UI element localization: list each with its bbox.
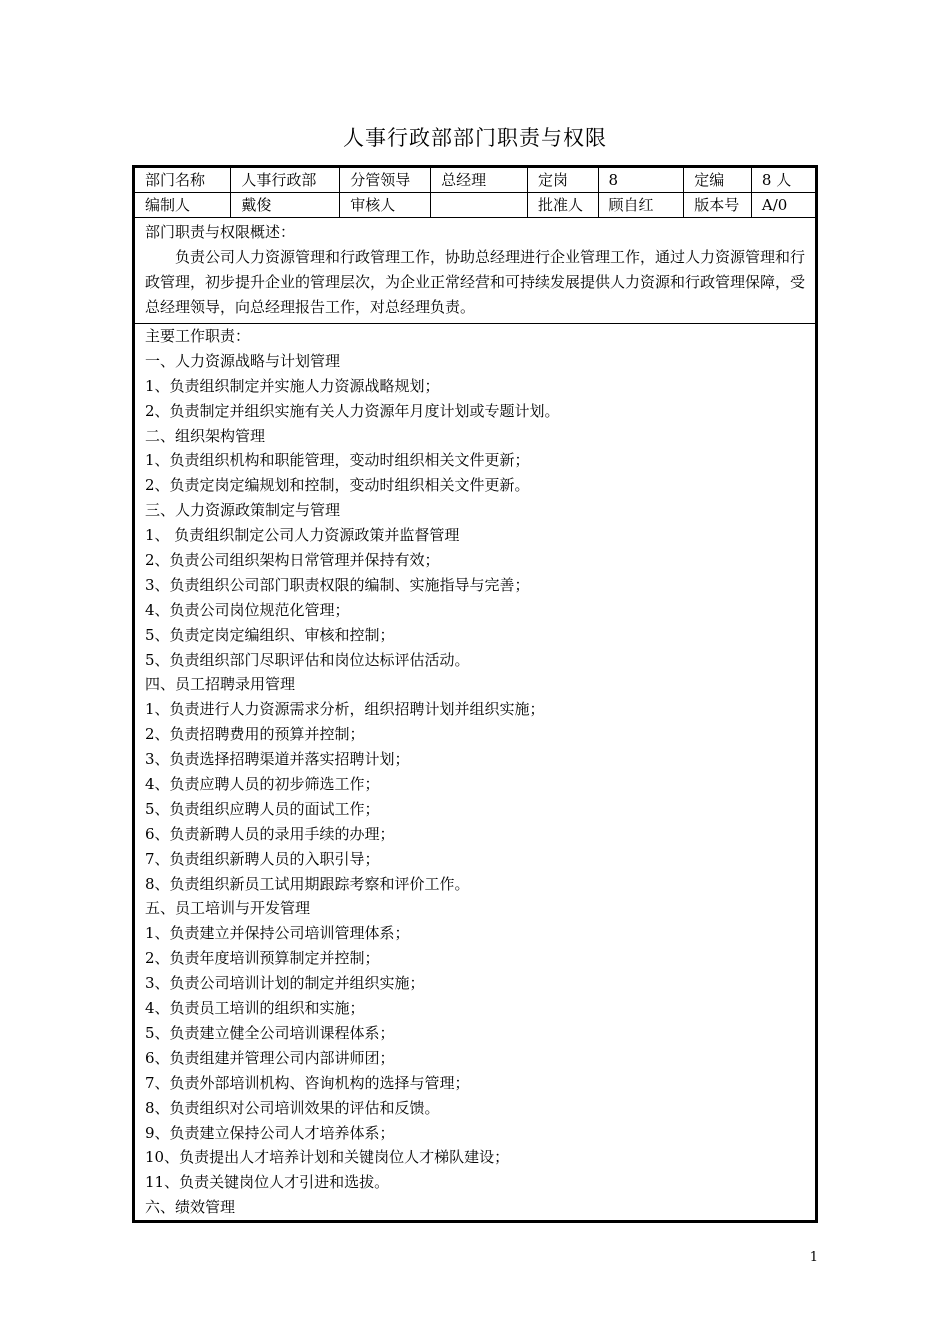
duty-line: 1、负责组织机构和职能管理，变动时组织相关文件更新；	[145, 451, 530, 470]
duty-line: 三、人力资源政策制定与管理	[145, 501, 341, 520]
duty-line: 6、负责新聘人员的录用手续的办理；	[145, 824, 395, 843]
duty-line: 主要工作职责：	[145, 327, 251, 345]
duty-line: 4、负责公司岗位规范化管理；	[145, 600, 350, 619]
duty-line: 4、负责应聘人员的初步筛选工作；	[145, 775, 380, 794]
duty-line: 5、负责组织部门尽职评估和岗位达标评估活动。	[145, 650, 470, 669]
duty-line: 2、负责制定并组织实施有关人力资源年月度计划或专题计划。	[145, 401, 560, 420]
duties-section	[135, 324, 815, 1220]
author-label: 编制人	[135, 193, 231, 218]
fixed-posts-value: 8	[598, 168, 684, 193]
dept-name-label: 部门名称	[135, 168, 231, 193]
duty-line: 8、负责组织对公司培训效果的评估和反馈。	[145, 1098, 440, 1117]
duty-line: 二、组织架构管理	[145, 426, 266, 445]
headcount-label: 定编	[684, 168, 752, 193]
duty-line: 四、员工招聘录用管理	[145, 675, 296, 694]
summary-heading: 部门职责与权限概述：	[145, 223, 296, 241]
duty-line: 1、负责进行人力资源需求分析，组织招聘计划并组织实施；	[145, 700, 545, 719]
duty-line: 8、负责组织新员工试用期跟踪考察和评价工作。	[145, 874, 470, 893]
page-number: 1	[809, 1250, 818, 1265]
duty-line: 一、人力资源战略与计划管理	[145, 351, 341, 370]
duty-line: 五、员工培训与开发管理	[145, 899, 311, 918]
fixed-posts-label: 定岗	[527, 168, 598, 193]
dept-name-value: 人事行政部	[231, 168, 340, 193]
approver-value: 顾自红	[598, 193, 684, 218]
summary-section	[135, 218, 815, 324]
duty-line: 3、负责公司培训计划的制定并组织实施；	[145, 974, 425, 993]
author-value: 戴俊	[231, 193, 340, 218]
duty-line: 2、负责招聘费用的预算并控制；	[145, 725, 365, 744]
summary-text: 负责公司人力资源管理和行政管理工作，协助总经理进行企业管理工作，通过人力资源管理和行政管理，初步提升企业的管理层次，为企业正常经营和可持续发展提供人力资源和行政管理保障，受总经理领导，向总经理报告工作，对总经理负责。	[145, 248, 806, 316]
header-table	[135, 168, 815, 218]
duty-line: 6、负责组建并管理公司内部讲师团；	[145, 1048, 395, 1067]
duty-line: 5、负责定岗定编组织、审核和控制；	[145, 625, 395, 644]
version-label: 版本号	[684, 193, 752, 218]
duty-line: 7、负责组织新聘人员的入职引导；	[145, 849, 380, 868]
duty-line: 5、负责建立健全公司培训课程体系；	[145, 1023, 395, 1042]
duty-line: 2、负责定岗定编规划和控制，变动时组织相关文件更新。	[145, 476, 530, 495]
headcount-value: 8 人	[751, 168, 815, 193]
duty-line: 7、负责外部培训机构、咨询机构的选择与管理；	[145, 1073, 470, 1092]
duty-line: 5、负责组织应聘人员的面试工作；	[145, 799, 380, 818]
responsibility-table	[132, 165, 818, 1223]
approver-label: 批准人	[527, 193, 598, 218]
version-value: A/0	[751, 193, 815, 218]
supervisor-value: 总经理	[431, 168, 528, 193]
reviewer-value	[431, 193, 528, 218]
duty-line: 9、负责建立保持公司人才培养体系；	[145, 1123, 395, 1142]
header-row-2	[135, 193, 815, 218]
header-row-1	[135, 168, 815, 193]
duty-line: 4、负责员工培训的组织和实施；	[145, 999, 365, 1018]
duty-line: 11、负责关键岗位人才引进和选拔。	[145, 1173, 390, 1192]
duty-line: 2、负责公司组织架构日常管理并保持有效；	[145, 551, 440, 570]
duty-line: 1、负责建立并保持公司培训管理体系；	[145, 924, 410, 943]
duty-line: 1、 负责组织制定公司人力资源政策并监督管理	[145, 526, 460, 545]
duty-line: 1、负责组织制定并实施人力资源战略规划；	[145, 376, 440, 395]
duty-line: 3、负责选择招聘渠道并落实招聘计划；	[145, 750, 410, 769]
duty-line: 六、绩效管理	[145, 1198, 236, 1217]
reviewer-label: 审核人	[340, 193, 431, 218]
duty-line: 3、负责组织公司部门职责权限的编制、实施指导与完善；	[145, 575, 530, 594]
supervisor-label: 分管领导	[340, 168, 431, 193]
page-title: 人事行政部部门职责与权限	[343, 126, 607, 150]
duty-line: 2、负责年度培训预算制定并控制；	[145, 949, 380, 968]
duty-line: 10、负责提出人才培养计划和关键岗位人才梯队建设；	[145, 1148, 510, 1167]
